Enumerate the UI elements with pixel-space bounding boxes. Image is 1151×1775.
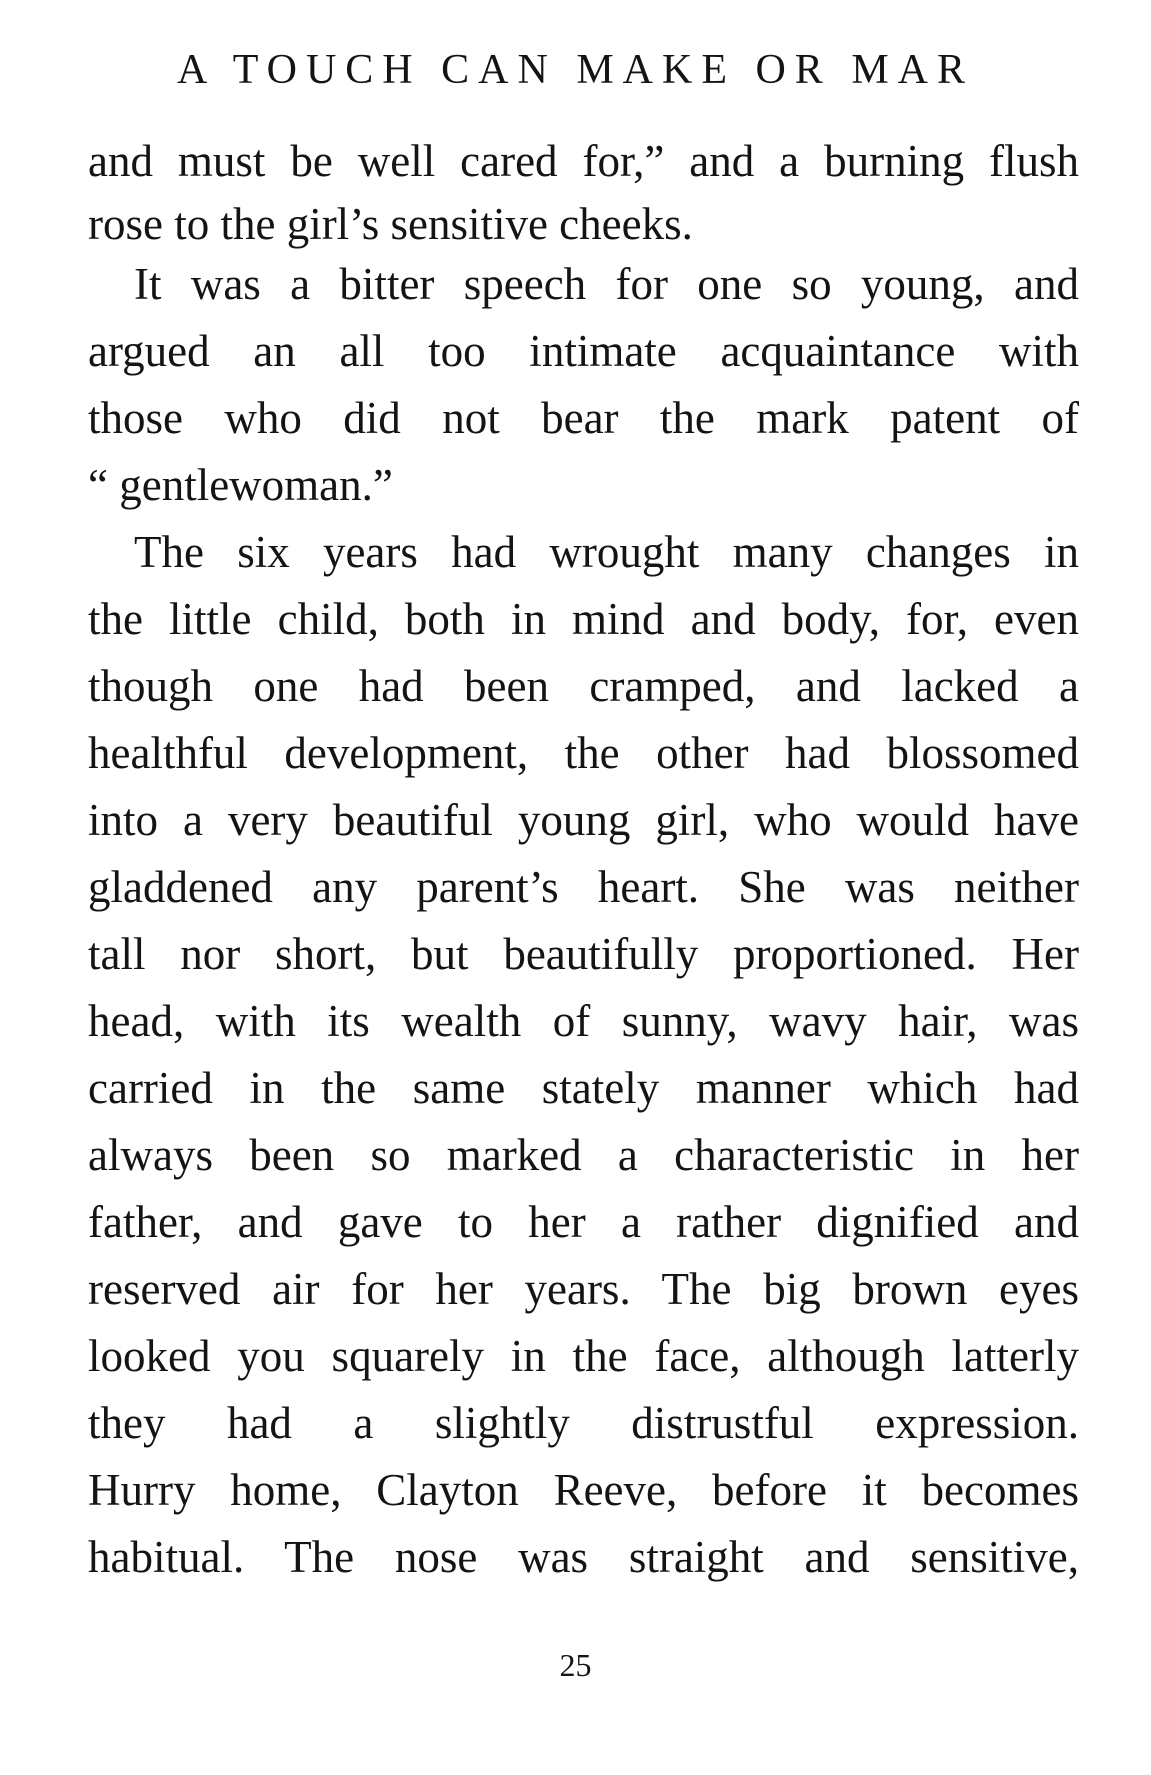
text-line: rose to the girl’s sensitive cheeks. [88,199,693,249]
text-line: It was a bitter speech for one so young, and [134,259,1079,309]
text-line: tall nor short, but beautifully proportioned. Her [88,929,1079,979]
text-line: head, with its wealth of sunny, wavy hair, was [88,996,1079,1046]
text-line: carried in the same stately manner which had [88,1063,1079,1113]
text-line: and must be well cared for,” and a burning flush [88,136,1079,186]
text-line: though one had been cramped, and lacked a [88,661,1079,711]
text-line: gladdened any parent’s heart. She was neither [88,862,1079,912]
text-line: healthful development, the other had blossomed [88,728,1079,778]
text-line: The six years had wrought many changes in [134,527,1079,577]
text-line: reserved air for her years. The big brown eyes [88,1264,1079,1314]
text-line: father, and gave to her a rather dignified and [88,1197,1079,1247]
text-line: habitual. The nose was straight and sensitive, [88,1532,1079,1582]
page-number: 25 [559,1647,592,1683]
text-line: they had a slightly distrustful expression. [88,1398,1079,1448]
text-line: argued an all too intimate acquaintance with [88,326,1079,376]
running-head: A TOUCH CAN MAKE OR MAR [176,47,975,93]
text-line: always been so marked a characteristic in her [88,1130,1079,1180]
text-line: looked you squarely in the face, although latterly [88,1331,1079,1381]
text-line: Hurry home, Clayton Reeve, before it becomes [88,1465,1079,1515]
text-line: the little child, both in mind and body, for, even [88,594,1079,644]
text-line: those who did not bear the mark patent of [88,393,1079,443]
text-line: into a very beautiful young girl, who would have [88,795,1079,845]
text-line: “ gentlewoman.” [88,460,393,510]
